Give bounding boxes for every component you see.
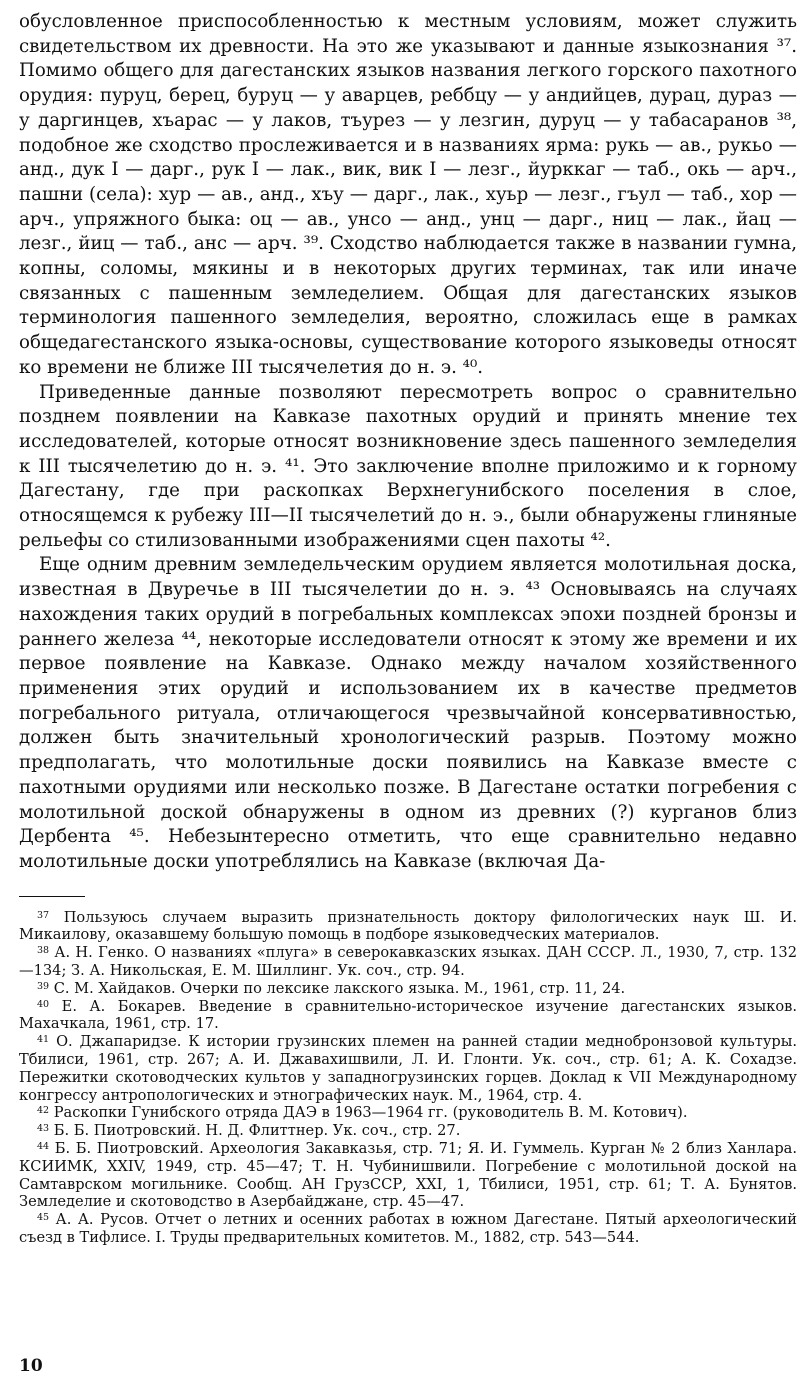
footnote-text: О. Джапаридзе. К истории грузинских племен на ранней стадии меднобронзовой культуры. Тбилиси, 1961, стр. 267; А. И. Джавахишвили, Л. И. Глонти. Ук. соч., стр. 61; А. К. Сохадзе. Пережитки скотоводческих культов у западногрузинских горцев. Доклад к VII Международному конгрессу антропологических и этнографических наук. М., 1964, стр. 4. xyxy=(19,1033,797,1104)
footnote-number: 39 xyxy=(37,980,50,992)
footnote-divider xyxy=(19,896,85,897)
page-body xyxy=(19,10,797,1247)
footnote-45 xyxy=(19,1211,797,1247)
footnote-37 xyxy=(19,909,797,945)
paragraph-3: Еще одним древним земледельческим орудием является молотильная доска, известная в Двуречье в III тысячелетии до н. э. ⁴³ Основываясь на случаях нахождения таких орудий в погребальных комплексах эпохи поздней бронзы и раннего железа ⁴⁴, некоторые исследователи относят к этому же времени и их первое появление на Кавказе. Однако между началом хозяйственного применения этих орудий и использованием их в качестве предметов погребального ритуала, отличающегося чрезвычайной консервативностью, должен быть значительный хронологический разрыв. Поэтому можно предполагать, что молотильные доски появились на Кавказе вместе с пахотными орудиями или несколько позже. В Дагестане остатки погребения с молотильной доской обнаружены в одном из древних (?) курганов близ Дербента ⁴⁵. Небезынтересно отметить, что еще сравнительно недавно молотильные доски употреблялись на Кавказе (включая Да- xyxy=(19,554,797,872)
page-number: 10 xyxy=(19,1356,43,1376)
footnote-text: Пользуюсь случаем выразить признательность доктору филологических наук Ш. И. Микаилову, оказавшему большую помощь в подборе языковедческих материалов. xyxy=(19,908,798,944)
footnote-number: 41 xyxy=(37,1034,50,1046)
footnote-text: Б. Б. Пиотровский. Археология Закавказья, стр. 71; Я. И. Гуммель. Курган № 2 близ Ханлара. КСИИМК, XXIV, 1949, стр. 45—47; Т. Н. Чубинишвили. Погребение с молотильной доской на Самтаврском могильнике. Сообщ. АН ГрузССР, XXI, 1, Тбилиси, 1951, стр. 61; Т. А. Бунятов. Земледелие и скотоводство в Азербайджане, стр. 45—47. xyxy=(19,1139,798,1211)
footnote-39 xyxy=(19,980,797,998)
footnote-41 xyxy=(19,1033,797,1104)
footnote-number: 40 xyxy=(37,998,50,1010)
footnote-number: 45 xyxy=(37,1212,50,1224)
footnote-38 xyxy=(19,944,797,980)
footnote-number: 44 xyxy=(37,1140,50,1152)
paragraph-2: Приведенные данные позволяют пересмотреть вопрос о сравнительно позднем появлении на Кавказе пахотных орудий и принять мнение тех исследователей, которые относят возникновение здесь пашенного земледелия к III тысячелетию до н. э. ⁴¹. Это заключение вполне приложимо и к горному Дагестану, где при раскопках Верхнегунибского поселения в слое, относящемся к рубежу III—II тысячелетий до н. э., были обнаружены глиняные рельефы со стилизованными изображениями сцен пахоты ⁴². xyxy=(19,381,797,551)
footnote-text: Раскопки Гунибского отряда ДАЭ в 1963—1964 гг. (руководитель В. М. Котович). xyxy=(53,1104,688,1122)
footnote-number: 43 xyxy=(37,1123,50,1135)
footnote-42 xyxy=(19,1104,797,1122)
footnote-text: Б. Б. Пиотровский. Н. Д. Флиттнер. Ук. соч., стр. 27. xyxy=(53,1122,461,1140)
footnote-text: Е. А. Бокарев. Введение в сравнительно-историческое изучение дагестанских языков. Махачкала, 1961, стр. 17. xyxy=(19,997,798,1033)
footnote-44 xyxy=(19,1140,797,1211)
paragraph-1: обусловленное приспособленностью к местным условиям, может служить свидетельством их древности. На это же указывают и данные языкознания ³⁷. Помимо общего для дагестанских языков названия легкого горского пахотного орудия: пуруц, берец, буруц — у аварцев, реббцу — у андийцев, дурац, дураз — у даргинцев, хъарас — у лаков, тъурез — у лезгин, дуруц — у табасаранов ³⁸, подобное же сходство прослеживается и в названиях ярма: рукь — ав., рукьо — анд., дук I — дарг., рук I — лак., вик, вик I — лезг., йурккаг — таб., окь — арч., пашни (села): хур — ав., анд., хъу — дарг., лак., хуьр — лезг., гъул — таб., хор — арч., упряжного быка: оц — ав., унсо — анд., унц — дарг., ниц — лак., йац — лезг., йиц — таб., анс — арч. ³⁹. Сходство наблюдается также в названии гумна, копны, соломы, мякины и в некоторых других терминах, так или иначе связанных с пашенным земледелием. Общая для дагестанских языков терминология пашенного земледелия, вероятно, сложилась еще в рамках общедагестанского языка-основы, существование которого языковеды относят ко времени не ближе III тысячелетия до н. э. ⁴⁰. xyxy=(19,11,797,378)
footnote-number: 37 xyxy=(37,909,50,921)
footnote-number: 38 xyxy=(37,945,50,957)
footnotes xyxy=(19,909,797,1247)
footnote-text: А. Н. Генко. О названиях «плуга» в северокавказских языках. ДАН СССР. Л., 1930, 7, стр. 132—134; З. А. Никольская, Е. М. Шиллинг. Ук. соч., стр. 94. xyxy=(19,944,797,979)
footnote-43 xyxy=(19,1122,797,1140)
footnote-text: С. М. Хайдаков. Очерки по лексике лакского языка. М., 1961, стр. 11, 24. xyxy=(53,979,626,997)
footnote-number: 42 xyxy=(37,1105,50,1117)
footnote-text: А. А. Русов. Отчет о летних и осенних работах в южном Дагестане. Пятый археологический съезд в Тифлисе. I. Труды предварительных комитетов. М., 1882, стр. 543—544. xyxy=(19,1211,797,1246)
footnote-40 xyxy=(19,998,797,1034)
